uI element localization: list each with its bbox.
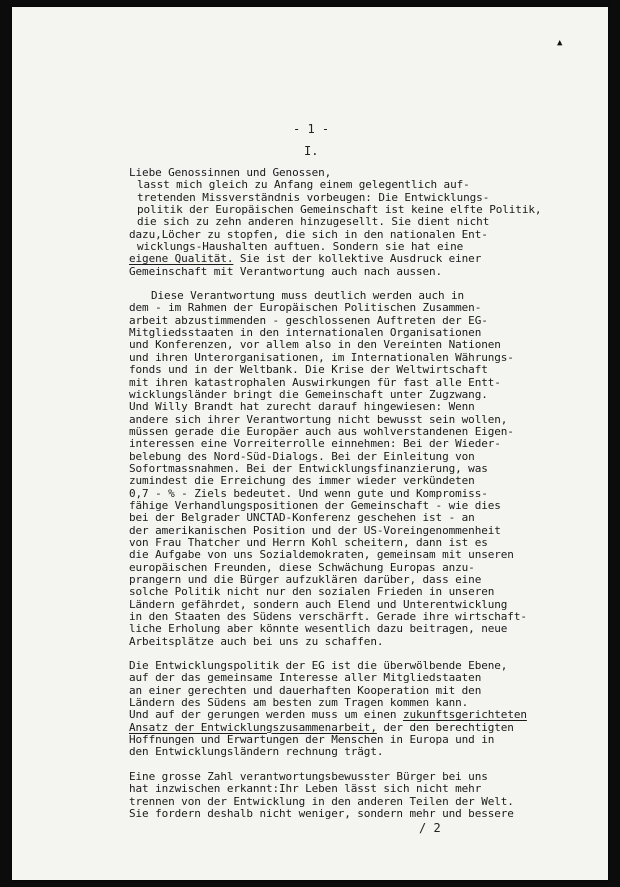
text-line: von Frau Thatcher und Herrn Kohl scheitern, dann ist es bbox=[129, 535, 488, 549]
text-line: und Konferenzen, vor allem also in den Vereinten Nationen bbox=[129, 338, 501, 352]
text-line: trennen von der Entwicklung in den anderen Teilen der Welt. bbox=[129, 794, 514, 808]
underlined-phrase: Ansatz der Entwicklungszusammenarbeit, bbox=[129, 720, 377, 734]
text-line: dem - im Rahmen der Europäischen Politischen Zusammen- bbox=[129, 301, 482, 315]
text-line: an einer gerechten und dauerhaften Kooperation mit den bbox=[129, 683, 482, 697]
text-line: wicklungsländer bringt die Gemeinschaft unter Zugzwang. bbox=[129, 387, 488, 401]
text-line: tretenden Missverständnis vorbeugen: Die Entwicklungs- bbox=[137, 190, 490, 204]
body-text bbox=[129, 167, 599, 820]
text-line: bei der Belgrader UNCTAD-Konferenz geschehen ist - an bbox=[129, 511, 475, 525]
text-line: Diese Verantwortung muss deutlich werden auch in bbox=[151, 289, 465, 303]
text-line: Ländern gefährdet, sondern auch Elend und Unterentwicklung bbox=[129, 597, 508, 611]
text-line: Sie fordern deshalb nicht weniger, sondern mehr und bessere bbox=[129, 806, 514, 820]
text-line: solche Politik nicht nur den sozialen Frieden in unseren bbox=[129, 585, 495, 599]
text-line: politik der Europäischen Gemeinschaft ist keine elfte Politik, bbox=[137, 203, 542, 217]
paragraph-2 bbox=[129, 290, 599, 648]
paragraph-4 bbox=[129, 771, 599, 820]
text-line: interessen eine Vorreiterrolle einnehmen: Bei der Wieder- bbox=[129, 437, 501, 451]
paragraph-1 bbox=[129, 167, 599, 278]
text-line: Gemeinschaft mit Verantwortung auch nach aussen. bbox=[129, 264, 443, 278]
text-line: Und Willy Brandt hat zurecht darauf hingewiesen: Wenn bbox=[129, 400, 475, 414]
text-line: zumindest die Erreichung des immer wieder verkündeten bbox=[129, 474, 475, 488]
text-line: die sich zu zehn anderen hinzugesellt. Sie dient nicht bbox=[137, 215, 490, 229]
text-line: europäischen Freunden, diese Schwächung Europas anzu- bbox=[129, 560, 475, 574]
text-line: in den Staaten des Südens verschärft. Gerade ihre wirtschaft- bbox=[129, 610, 527, 624]
text-line: 0,7 - % - Ziels bedeutet. Und wenn gute und Kompromiss- bbox=[129, 486, 488, 500]
text-line: wicklungs-Haushalten auftuen. Sondern sie hat eine bbox=[137, 240, 464, 254]
text-line: arbeit abzustimmenden - geschlossenen Auftreten der EG- bbox=[129, 313, 488, 327]
text-line: Arbeitsplätze auch bei uns zu schaffen. bbox=[129, 634, 384, 648]
text-line: und ihren Unterorganisationen, im Internationalen Währungs- bbox=[129, 350, 514, 364]
text-line bbox=[129, 253, 599, 265]
text-line: Sofortmassnahmen. Bei der Entwicklungsfinanzierung, was bbox=[129, 461, 488, 475]
document-page bbox=[12, 7, 608, 880]
text-line: müssen gerade die Europäer auch aus wohlverstandenen Eigen- bbox=[129, 424, 514, 438]
text-line: den Entwicklungsländern rechnung trägt. bbox=[129, 745, 384, 759]
text-line: hat inzwischen erkannt:Ihr Leben lässt sich nicht mehr bbox=[129, 782, 482, 796]
text-segment: Sie ist der kollektive Ausdruck einer bbox=[233, 252, 482, 266]
text-line: Mitgliedsstaaten in den internationalen Organisationen bbox=[129, 326, 482, 340]
text-line: Hoffnungen und Erwartungen der Menschen in Europa und in bbox=[129, 733, 495, 747]
text-line: fonds und in der Weltbank. Die Krise der Weltwirtschaft bbox=[129, 363, 488, 377]
text-line: Ländern des Südens am besten zum Tragen kommen kann. bbox=[129, 696, 469, 710]
text-line: prangern und die Bürger aufzuklären darüber, dass eine bbox=[129, 573, 482, 586]
text-line: Eine grosse Zahl verantwortungsbewusster Bürger bei uns bbox=[129, 769, 488, 783]
continuation-ref: / 2 bbox=[419, 821, 441, 835]
paragraph-3 bbox=[129, 660, 599, 759]
text-line: Liebe Genossinnen und Genossen, bbox=[129, 166, 332, 179]
underlined-phrase: zukunftsgerichteten bbox=[402, 708, 527, 722]
text-line: Die Entwicklungspolitik der EG ist die überwölbende Ebene, bbox=[129, 659, 508, 673]
text-segment: der den berechtigten bbox=[376, 720, 514, 734]
text-line: belebung des Nord-Süd-Dialogs. Bei der Einleitung von bbox=[129, 449, 475, 463]
text-line: die Aufgabe von uns Sozialdemokraten, gemeinsam mit unseren bbox=[129, 548, 514, 562]
text-segment: Und auf der gerungen werden muss um einen bbox=[129, 708, 403, 722]
triangle-mark-icon: ▲ bbox=[557, 38, 563, 48]
text-line: der amerikanischen Position und der US-Voreingenommenheit bbox=[129, 523, 501, 537]
text-line: auf der das gemeinsame Interesse aller Mitgliedstaaten bbox=[129, 671, 482, 685]
underlined-phrase: eigene Qualität. bbox=[129, 252, 234, 266]
section-heading: I. bbox=[304, 144, 319, 158]
text-line: fähige Verhandlungspositionen der Gemeinschaft - wie dies bbox=[129, 498, 501, 512]
text-line: lasst mich gleich zu Anfang einem gelegentlich auf- bbox=[137, 178, 470, 192]
text-line: andere sich ihrer Verantwortung nicht bewusst sein wollen, bbox=[129, 412, 508, 426]
text-line: mit ihren katastrophalen Auswirkungen für fast alle Entt- bbox=[129, 375, 501, 389]
text-line: dazu,Löcher zu stopfen, die sich in den nationalen Ent- bbox=[129, 227, 488, 241]
page-number: - 1 - bbox=[293, 122, 330, 136]
text-line: liche Erholung aber könnte wesentlich dazu beitragen, neue bbox=[129, 622, 508, 636]
